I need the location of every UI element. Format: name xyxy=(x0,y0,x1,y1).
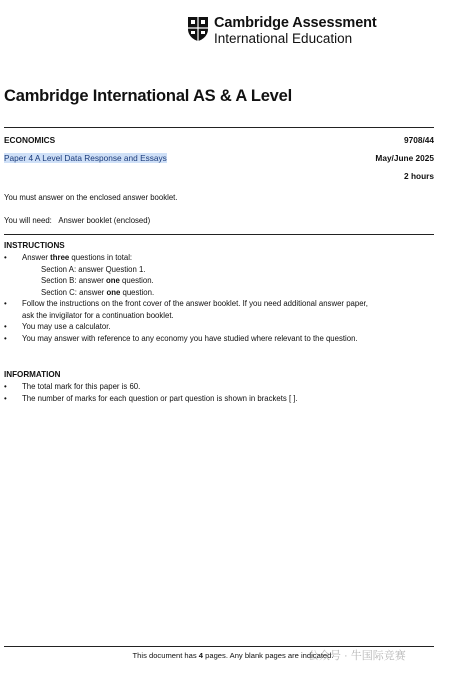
you-will-need-value: Answer booklet (enclosed) xyxy=(58,216,151,225)
materials-row xyxy=(4,216,150,225)
section-a-instruction: Section A: answer Question 1. xyxy=(41,264,146,274)
instruction-answer-booklet: • Follow the instructions on the front cover of the answer booklet. If you need additional answer paper, ask the invigilator for a continuation booklet. xyxy=(4,298,434,321)
paper-code: 9708/44 xyxy=(404,135,434,145)
org-name-line1: Cambridge Assessment xyxy=(214,15,377,31)
information-heading: INFORMATION xyxy=(4,370,61,379)
qualification-title: Cambridge International AS & A Level xyxy=(4,87,293,105)
information-list xyxy=(4,381,434,404)
org-name-line2: International Education xyxy=(214,30,353,46)
instruction-calculator: • You may use a calculator. xyxy=(4,321,434,333)
exam-duration: 2 hours xyxy=(404,171,434,181)
info-marks-note: • The number of marks for each question or part question is shown in brackets [ ]. xyxy=(4,393,434,405)
subject-name: ECONOMICS xyxy=(4,135,56,145)
divider-middle xyxy=(4,234,434,235)
crest-icon xyxy=(187,16,209,42)
exam-session: May/June 2025 xyxy=(375,153,434,163)
watermark: 公众号 · 牛国际竞赛 xyxy=(308,650,406,662)
page-count-footer: This document has 4 pages. Any blank pages are indicated. xyxy=(132,651,334,660)
paper-name: Paper 4 A Level Data Response and Essays xyxy=(4,153,167,163)
paper-row xyxy=(4,153,434,163)
divider-top xyxy=(4,127,434,128)
section-b-instruction: Section B: answer one question. xyxy=(41,276,154,285)
subject-row xyxy=(4,135,434,145)
instructions-heading: INSTRUCTIONS xyxy=(4,241,65,250)
info-total-mark: • The total mark for this paper is 60. xyxy=(4,381,434,393)
answer-note: You must answer on the enclosed answer booklet. xyxy=(4,193,178,202)
instruction-economy: • You may answer with reference to any economy you have studied where relevant to the question. xyxy=(4,333,434,345)
instructions-list xyxy=(4,252,434,344)
instruction-answer-three: • Answer three questions in total: Section A: answer Question 1. Section B: answer one question. Section C: answer one question. xyxy=(4,252,434,298)
page-count: 4 xyxy=(198,651,204,660)
you-will-need-label: You will need: xyxy=(4,216,52,225)
section-c-instruction: Section C: answer one question. xyxy=(41,287,155,297)
cambridge-logo xyxy=(187,16,377,45)
